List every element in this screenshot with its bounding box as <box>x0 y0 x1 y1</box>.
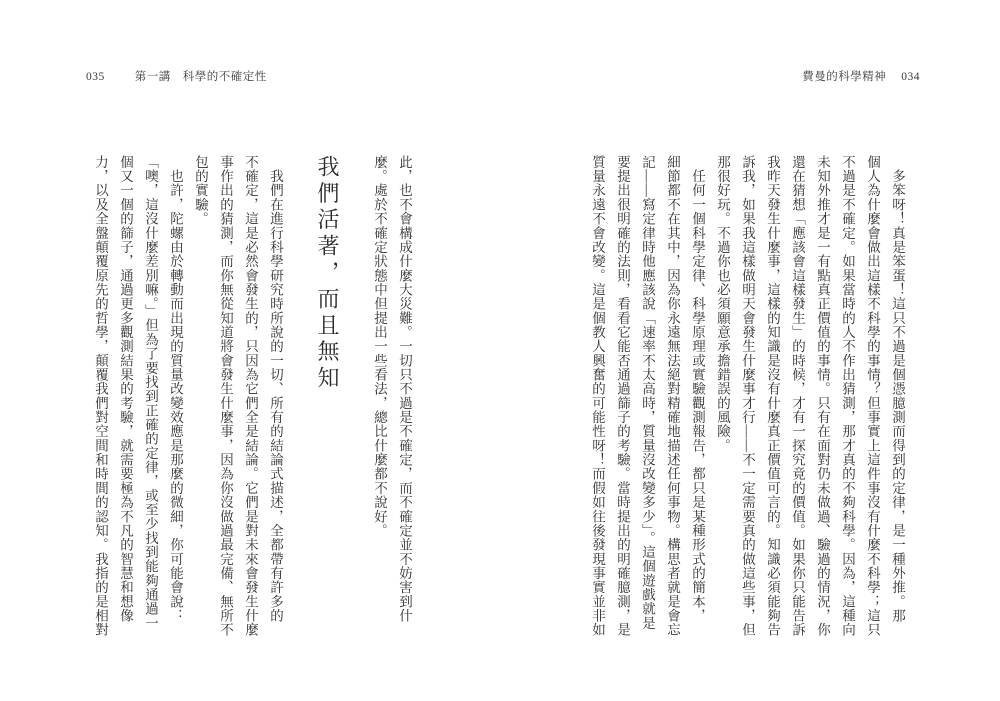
text-column: 事作出的猜測，而你無從知道將會發生什麼事，因為你沒做過最完備、無所不 <box>218 155 233 637</box>
section-heading: 我們活著，而且無知 <box>315 155 340 393</box>
text-column: 訴我，如果我這樣做明天會發生什麼事才行——不一定需要真的做這些事，但 <box>740 155 755 637</box>
text-column: 多笨呀！真是笨蛋！這只不過是個憑臆測而得到的定律，是一種外推。那 <box>890 155 905 623</box>
text-column: 不過是不確定。如果當時的人不作出猜測，那才真的不夠科學。因為，這種向 <box>840 155 855 637</box>
text-column: 質量永遠不會改變。這是個教人興奮的可能性呀！而假如往後發現事實並非如 <box>590 155 605 637</box>
text-column: 不確定，這是必然會發生的，只因為它們全是結論。它們是對未來會發生什麼 <box>243 155 258 637</box>
text-column: 力，以及全盤顛覆原先的哲學，顛覆我們對空間和時間的認知。我指的是相對 <box>93 155 108 637</box>
text-column: 包的實驗。 <box>193 155 208 226</box>
text-column: 那很好玩。不過你也必須願意承擔錯誤的風險。 <box>715 155 730 453</box>
book-title: 費曼的科學精神 <box>802 71 887 83</box>
text-column: 此，也不會構成什麼大災難。一切只不過是不確定，而不確定並不妨害到什 <box>397 155 412 623</box>
chapter-label: 第一講 <box>134 71 171 83</box>
left-page-number: 035 <box>86 71 105 83</box>
text-column: 未知外推才是一有點真正價值的事情。只有在面對仍未做過、驗過的情況，你 <box>815 155 830 637</box>
right-page-number: 034 <box>901 71 920 83</box>
text-column: 麼。處於不確定狀態中但提出一些看法，總比什麼都不說好。 <box>372 155 387 538</box>
right-page-text-block <box>585 155 910 657</box>
text-column: 個又一個的篩子，通過更多觀測結果的考驗，就需要極為不凡的智慧和想像 <box>118 155 133 623</box>
right-running-head <box>802 68 920 84</box>
text-column: 任何一個科學定律、科學原理或實驗觀測報告，都只是某種形式的簡本， <box>690 155 705 623</box>
text-column: 也許，陀螺由於轉動而出現的質量改變效應是那麼的微細，你可能會說： <box>168 155 183 623</box>
left-page-text-block <box>88 155 417 657</box>
text-column: 記——寫定律時他應該說「速率不太高時，質量沒改變多少」。這個遊戲就是 <box>640 155 655 631</box>
left-running-head <box>86 68 267 84</box>
text-column: 細節都不在其中，因為你永遠無法絕對精確地描述任何事物。構思者就是會忘 <box>665 155 680 637</box>
text-column: 個人為什麼會做出這樣不科學的事情？但事實上這件事沒有什麼不科學；這只 <box>865 155 880 637</box>
text-column: 我們在進行科學研究時所說的一切、所有的結論式描述，全都帶有許多的 <box>268 155 283 623</box>
chapter-title: 科學的不確定性 <box>182 71 267 83</box>
text-column: 我昨天發生什麼事，這樣的知識是沒有什麼真正價值可言的。知識必須能夠告 <box>765 155 780 637</box>
text-column: 「噢，這沒什麼差別嘛。」但為了要找到正確的定律，或至少找到能夠通過一 <box>143 155 158 631</box>
text-column: 還在猜想「應該會這樣發生」的時候，才有一探究竟的價值。如果你只能告訴 <box>790 155 805 637</box>
text-column: 要提出很明確的法則，看看它能否通過篩子的考驗。當時提出的明確臆測，是 <box>615 155 630 637</box>
